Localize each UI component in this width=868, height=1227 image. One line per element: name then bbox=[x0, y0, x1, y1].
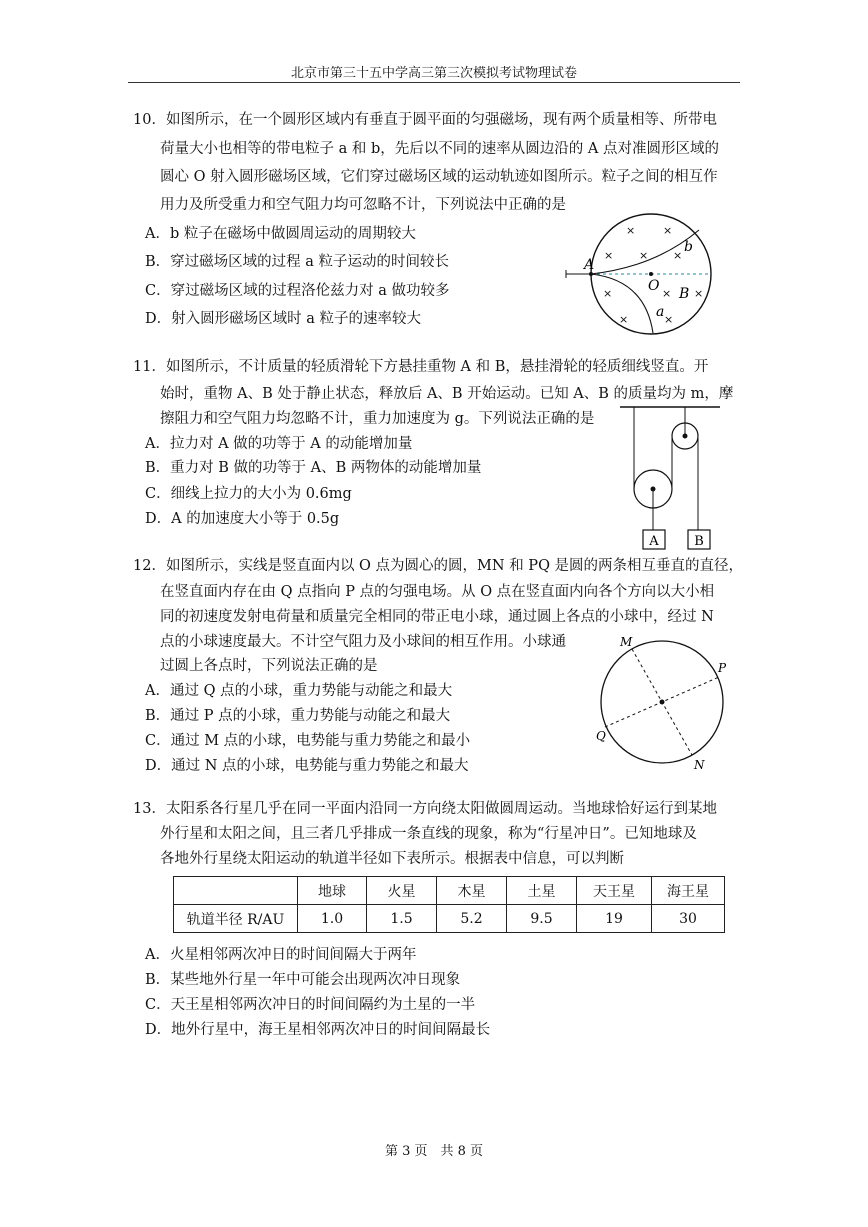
q13-line-2: 外行星和太阳之间，且三者几乎排成一条直线的现象，称为“行星冲日”。已知地球及 bbox=[160, 826, 697, 842]
q11-option-d: D．A 的加速度大小等于 0.5g bbox=[145, 511, 340, 527]
table-cell: 5.2 bbox=[437, 905, 507, 933]
svg-text:×: × bbox=[619, 313, 629, 326]
table-header-cell: 地球 bbox=[298, 877, 367, 905]
svg-text:×: × bbox=[694, 287, 704, 300]
table-header-cell: 火星 bbox=[367, 877, 437, 905]
table-cell: 9.5 bbox=[507, 905, 577, 933]
header-rule bbox=[128, 82, 740, 83]
q12-option-d: D．通过 N 点的小球，电势能与重力势能之和最大 bbox=[145, 758, 469, 774]
svg-text:×: × bbox=[626, 224, 636, 237]
fig10-label-a-path: a bbox=[656, 304, 665, 320]
q11-line-3: 擦阻力和空气阻力均忽略不计，重力加速度为 g。下列说法正确的是 bbox=[160, 411, 595, 427]
fig10-label-o: O bbox=[648, 278, 660, 294]
table-header-row bbox=[174, 877, 725, 905]
table-cell: 30 bbox=[652, 905, 725, 933]
fig11-label-a: A bbox=[649, 534, 659, 549]
page-header: 北京市第三十五中学高三第三次模拟考试物理试卷 bbox=[290, 66, 577, 81]
svg-text:×: × bbox=[639, 249, 649, 262]
q13-option-d: D．地外行星中，海王星相邻两次冲日的时间间隔最长 bbox=[145, 1022, 491, 1038]
table-cell: 1.0 bbox=[298, 905, 367, 933]
table-header-cell: 土星 bbox=[507, 877, 577, 905]
q10-option-c: C．穿过磁场区域的过程洛伦兹力对 a 做功较多 bbox=[145, 283, 450, 299]
q13-option-c: C．天王星相邻两次冲日的时间间隔约为土星的一半 bbox=[145, 997, 476, 1013]
fig10-label-b-path: b bbox=[684, 239, 693, 255]
svg-text:×: × bbox=[604, 249, 614, 262]
q10-line-3: 圆心 O 射入圆形磁场区域，它们穿过磁场区域的运动轨迹如图所示。粒子之间的相互作 bbox=[160, 169, 718, 185]
q11-option-a: A．拉力对 A 做的功等于 A 的动能增加量 bbox=[145, 436, 413, 452]
pulley-figure bbox=[618, 402, 722, 554]
q13-option-b: B．某些地外行星一年中可能会出现两次冲日现象 bbox=[145, 972, 461, 988]
svg-text:×: × bbox=[662, 287, 672, 300]
q11-option-c: C．细线上拉力的大小为 0.6mg bbox=[145, 486, 352, 502]
q12-line-5: 过圆上各点时，下列说法正确的是 bbox=[160, 658, 378, 674]
q13-line-3: 各地外行星绕太阳运动的轨道半径如下表所示。根据表中信息，可以判断 bbox=[160, 851, 624, 867]
q12-option-b: B．通过 P 点的小球，重力势能与动能之和最大 bbox=[145, 708, 451, 724]
table-row bbox=[174, 905, 725, 933]
svg-text:×: × bbox=[603, 287, 613, 300]
q10-line-4: 用力及所受重力和空气阻力均可忽略不计，下列说法中正确的是 bbox=[160, 197, 566, 213]
magnetic-field-figure bbox=[560, 212, 720, 336]
fig12-label-q: Q bbox=[596, 729, 606, 743]
table-header-cell: 海王星 bbox=[652, 877, 725, 905]
q10-line-2: 荷量大小也相等的带电粒子 a 和 b，先后以不同的速率从圆边沿的 A 点对准圆形区域的 bbox=[160, 141, 719, 157]
svg-text:×: × bbox=[663, 224, 673, 237]
page-footer: 第 3 页 共 8 页 bbox=[384, 1144, 484, 1159]
q13-option-a: A．火星相邻两次冲日的时间间隔大于两年 bbox=[145, 947, 417, 963]
table-header-cell bbox=[174, 877, 298, 905]
fig10-label-a-point: A bbox=[584, 257, 595, 273]
q10-line-1: 10．如图所示，在一个圆形区域内有垂直于圆平面的匀强磁场，现有两个质量相等、所带电 bbox=[133, 112, 717, 128]
q10-option-b: B．穿过磁场区域的过程 a 粒子运动的时间较长 bbox=[145, 254, 450, 270]
table-cell: 1.5 bbox=[367, 905, 437, 933]
table-cell: 19 bbox=[577, 905, 652, 933]
q12-option-a: A．通过 Q 点的小球，重力势能与动能之和最大 bbox=[145, 683, 453, 699]
fig10-label-b-field: B bbox=[679, 286, 690, 302]
q10-option-a: A．b 粒子在磁场中做圆周运动的周期较大 bbox=[145, 226, 416, 242]
svg-text:×: × bbox=[673, 249, 683, 262]
q13-line-1: 13．太阳系各行星几乎在同一平面内沿同一方向绕太阳做圆周运动。当地球恰好运行到某地 bbox=[133, 801, 717, 817]
q10-option-d: D．射入圆形磁场区域时 a 粒子的速率较大 bbox=[145, 311, 421, 327]
fig12-label-n: N bbox=[694, 758, 705, 772]
table-row-label: 轨道半径 R/AU bbox=[174, 905, 298, 933]
fig12-label-m: M bbox=[620, 635, 633, 649]
electric-field-circle-figure bbox=[590, 632, 740, 774]
q12-line-1: 12．如图所示，实线是竖直面内以 O 点为圆心的圆，MN 和 PQ 是圆的两条相互垂直的直径， bbox=[133, 558, 744, 574]
q12-line-4: 点的小球速度最大。不计空气阻力及小球间的相互作用。小球通 bbox=[160, 634, 566, 650]
table-header-cell: 木星 bbox=[437, 877, 507, 905]
q11-option-b: B．重力对 B 做的功等于 A、B 两物体的动能增加量 bbox=[145, 460, 482, 476]
q11-line-2: 始时，重物 A、B 处于静止状态，释放后 A、B 开始运动。已知 A、B 的质量均为 m，摩 bbox=[160, 386, 734, 402]
fig12-label-p: P bbox=[718, 661, 727, 675]
table-header-cell: 天王星 bbox=[577, 877, 652, 905]
orbit-radius-table bbox=[173, 876, 725, 933]
svg-text:×: × bbox=[664, 313, 674, 326]
q11-line-1: 11．如图所示，不计质量的轻质滑轮下方悬挂重物 A 和 B，悬挂滑轮的轻质细线竖直。开 bbox=[133, 359, 709, 375]
q12-line-3: 同的初速度发射电荷量和质量完全相同的带正电小球，通过圆上各点的小球中，经过 N bbox=[160, 609, 714, 625]
q12-option-c: C．通过 M 点的小球，电势能与重力势能之和最小 bbox=[145, 733, 471, 749]
fig11-label-b: B bbox=[694, 534, 704, 549]
q12-line-2: 在竖直面内存在由 Q 点指向 P 点的匀强电场。从 O 点在竖直面内向各个方向以大小相 bbox=[160, 584, 715, 600]
